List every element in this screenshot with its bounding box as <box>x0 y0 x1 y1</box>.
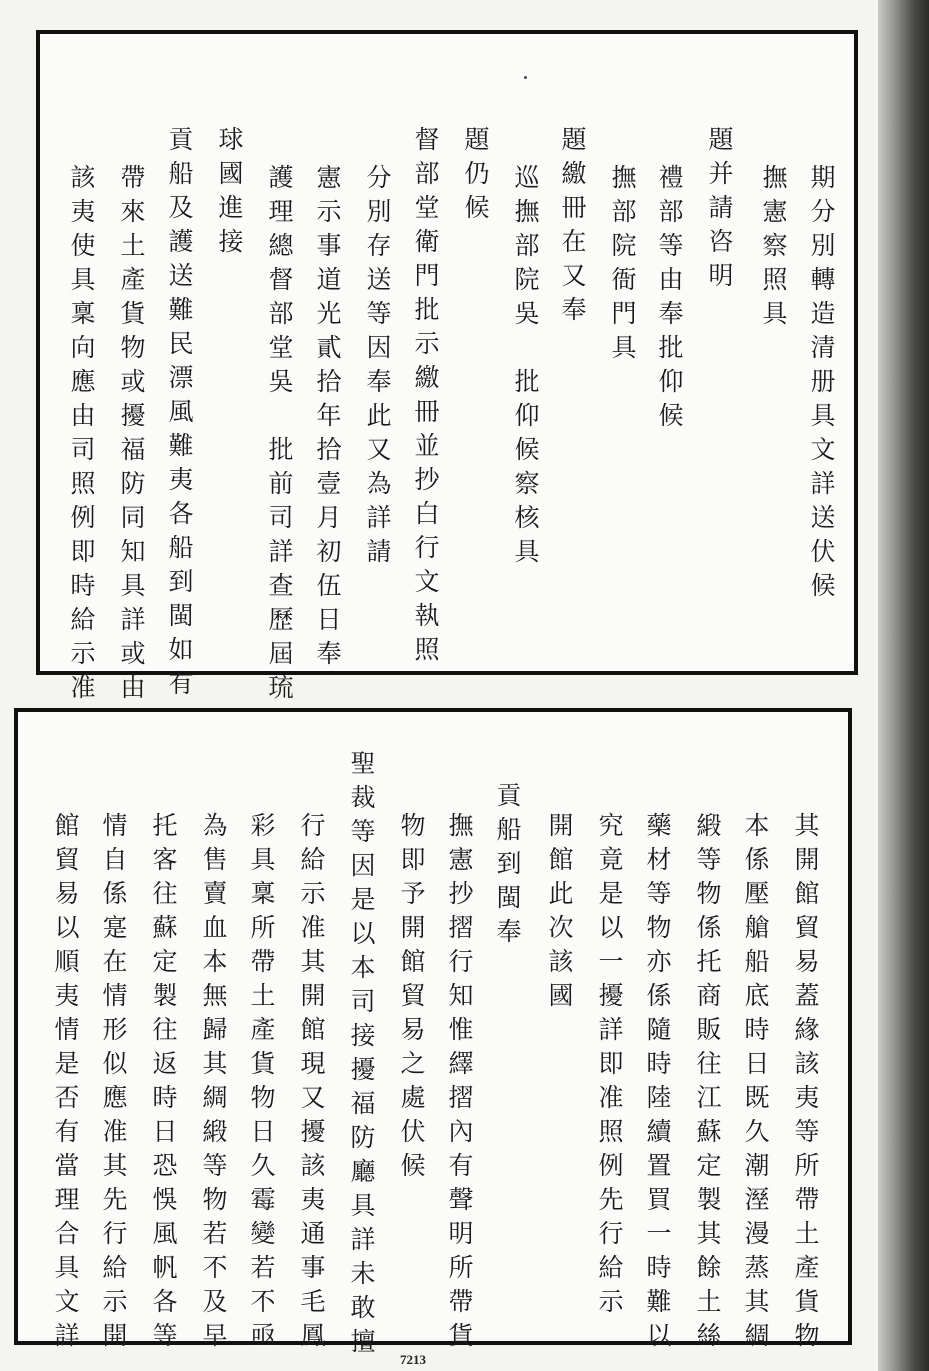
bottom-column-11: 行給示准其開館現又擾該夷通事毛鳳 <box>297 812 326 1356</box>
bottom-column-13: 為售賣血本無歸其綢緞等物若不及早 <box>199 812 228 1356</box>
top-column-11: 憲示事道光貳拾年拾壹月初伍日奉 <box>313 164 342 674</box>
top-column-4: 禮部等由奉批仰候 <box>655 164 684 436</box>
top-column-1: 期分別轉造清册具文詳送伏候 <box>807 164 836 606</box>
top-column-9: 督部堂衛門批示繳冊並抄白行文執照 <box>411 126 440 670</box>
top-document-panel <box>36 30 858 708</box>
bottom-column-16: 館貿易以順夷情是否有當理合具文詳 <box>51 812 80 1356</box>
top-column-6: 題繳冊在又奉 <box>558 126 587 330</box>
bottom-column-3: 緞等物係托商販往江蘇定製其餘土絲 <box>693 812 722 1356</box>
top-column-8: 題仍候 <box>461 126 490 228</box>
top-column-10: 分別存送等因奉此又為詳請 <box>363 164 392 572</box>
bottom-column-10: 聖裁等因是以本司接擾福防廳具詳未敢擅 <box>347 750 376 1362</box>
bottom-column-4: 藥材等物亦係隨時陸續置買一時難以 <box>643 812 672 1356</box>
top-column-13: 球國進接 <box>215 126 244 262</box>
page-number: 7213 <box>400 1352 426 1367</box>
bottom-column-6: 開館此次該國 <box>545 812 574 1016</box>
bottom-column-8: 撫憲抄摺行知惟繹摺內有聲明所帶貨 <box>445 812 474 1356</box>
bottom-column-7: 貢船到閩奉 <box>493 782 522 952</box>
bottom-column-5: 究竟是以一擾詳即准照例先行給示 <box>595 812 624 1322</box>
bottom-column-2: 本係壓艙船底時日既久潮溼漫蒸其綢 <box>741 812 770 1356</box>
top-column-7: 巡撫部院吳 批仰候察核具 <box>511 164 540 572</box>
top-column-15: 帶來土產貨物或擾福防同知具詳或由 <box>117 164 146 708</box>
top-column-12: 護理總督部堂吳 批前司詳查歷屆琉 <box>265 164 294 708</box>
top-column-5: 撫部院衙門具 <box>608 164 637 368</box>
ink-dot <box>524 76 527 79</box>
bottom-column-9: 物即予開館貿易之處伏候 <box>397 812 426 1186</box>
bottom-column-15: 情自係寔在情形似應准其先行給示開 <box>99 812 128 1356</box>
book-binding-shadow <box>878 0 929 1371</box>
top-column-3: 題并請咨明 <box>705 126 734 296</box>
top-column-14: 貢船及護送難民漂風難夷各船到閩如有 <box>165 126 194 704</box>
bottom-column-14: 托客往蘇定製往返時日恐悞風帆各等 <box>149 812 178 1356</box>
bottom-column-12: 彩具稟所帶土產貨物日久霉變若不亟 <box>247 812 276 1356</box>
top-column-2: 撫憲察照具 <box>759 164 788 334</box>
bottom-column-1: 其開館貿易蓋緣該夷等所帶土產貨物 <box>791 812 820 1356</box>
top-column-16: 該夷使具稟向應由司照例即時給示准 <box>67 164 96 708</box>
